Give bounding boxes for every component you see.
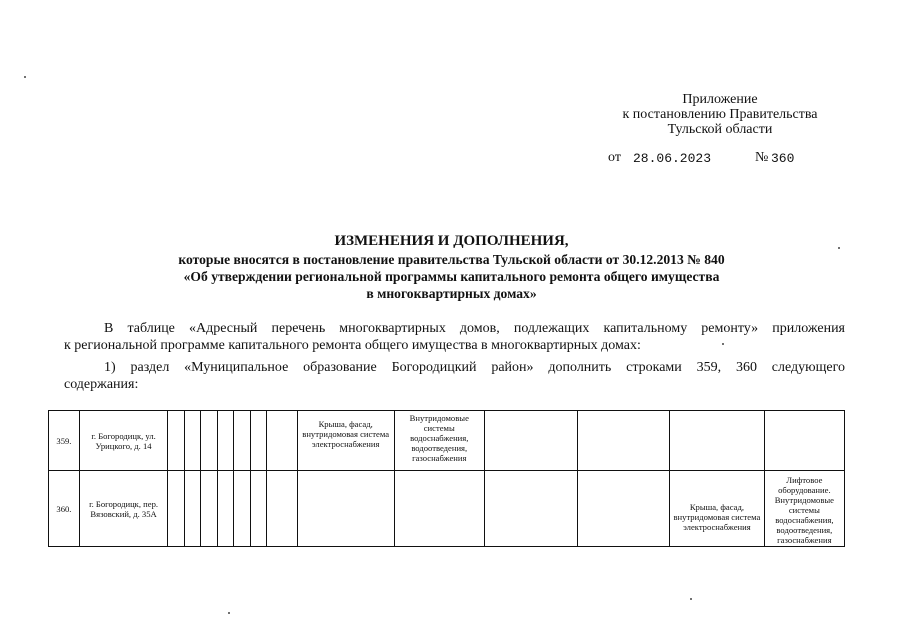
table-row <box>49 411 845 471</box>
appendix-line-resolution: к постановлению Правительства <box>622 107 818 122</box>
table-row <box>49 471 845 547</box>
scan-speck <box>722 343 724 345</box>
appendix-header <box>560 92 880 137</box>
works-cell-a <box>297 471 394 547</box>
order-number-label: № <box>755 150 769 165</box>
scan-speck <box>228 612 230 614</box>
works-cell-c: Крыша, фасад, внутридомовая система электроснабжения <box>670 471 765 547</box>
works-cell-d <box>764 411 844 471</box>
document-subtitle-line2: «Об утверждении региональной программы капитального ремонта общего имущества <box>183 269 720 284</box>
works-cell-c <box>670 411 765 471</box>
document-subtitle-line1: которые вносятся в постановление правительства Тульской области от 30.12.2013 № 840 <box>178 252 725 267</box>
paragraph-1-line2: к региональной программе капитального ремонта общего имущества в многоквартирных домах: <box>64 338 641 353</box>
appendix-title: Приложение <box>682 92 758 107</box>
document-subtitle-line3: в многоквартирных домах» <box>366 286 537 301</box>
works-cell-a: Крыша, фасад, внутридомовая система электроснабжения <box>297 411 394 471</box>
works-cell-b <box>394 471 485 547</box>
order-number: 360 <box>771 151 795 166</box>
row-address: г. Богородицк, пер. Вязовский, д. 35А <box>79 471 167 547</box>
row-number: 360. <box>49 471 80 547</box>
scan-speck <box>24 76 26 78</box>
paragraph-2-line1: 1) раздел «Муниципальное образование Богородицкий район» дополнить строками 359, 360 следующего <box>104 360 845 375</box>
works-cell-b: Внутридомовые системы водоснабжения, водоотведения, газоснабжения <box>394 411 485 471</box>
row-address: г. Богородицк, ул. Урицкого, д. 14 <box>79 411 167 471</box>
row-number: 359. <box>49 411 80 471</box>
order-date: 28.06.2023 <box>633 151 712 166</box>
scan-speck <box>690 598 692 600</box>
scan-speck <box>838 247 840 249</box>
appendix-line-region: Тульской области <box>667 122 773 137</box>
paragraph-2-line2: содержания: <box>64 377 139 392</box>
paragraph-1-line1: В таблице «Адресный перечень многоквартирных домов, подлежащих капитальному ремонту» приложения <box>104 321 845 336</box>
order-from-label: от <box>608 150 621 165</box>
document-title: ИЗМЕНЕНИЯ И ДОПОЛНЕНИЯ, <box>334 233 569 249</box>
address-table <box>48 410 845 547</box>
works-cell-d: Лифтовое оборудование. Внутридомовые системы водоснабжения, водоотведения, газоснабжения <box>764 471 844 547</box>
